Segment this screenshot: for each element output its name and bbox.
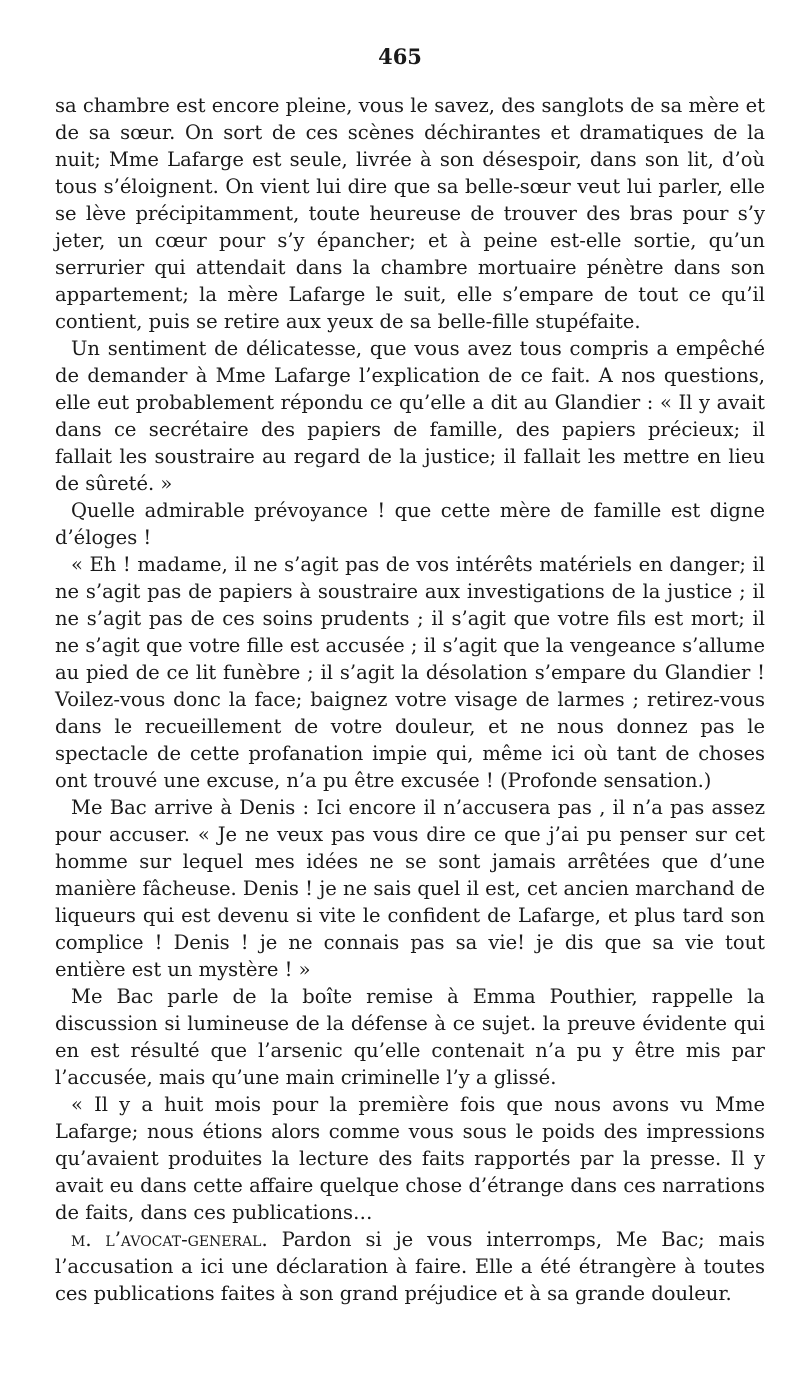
page-number: 465 bbox=[378, 44, 422, 69]
paragraph: « Il y a huit mois pour la première fois que nous avons vu Mme Lafarge; nous étions alors comme vous sous le poids des impressions qu’avaient produites la lecture des faits rapportés par la presse. Il y avait eu dans cette affaire quelque chose d’étrange dans ces narrations de faits, dans ces publications… bbox=[55, 1093, 765, 1224]
paragraph: Quelle admirable prévoyance ! que cette mère de famille est digne d’éloges ! bbox=[55, 499, 765, 549]
paragraph: sa chambre est encore pleine, vous le savez, des sanglots de sa mère et de sa sœur. On sort de ces scènes déchirantes et dramatiques de la nuit; Mme Lafarge est seule, livrée à son désespoir, dans son lit, d’où tous s’éloignent. On vient lui dire que sa belle-sœur veut lui parler, elle se lève précipitamment, toute heureuse de trouver des bras pour s’y jeter, un cœur pour s’y épancher; et à peine est-elle sortie, qu’un serrurier qui attendait dans la chambre mortuaire pénètre dans son appartement; la mère Lafarge le suit, elle s’empare de tout ce qu’il contient, puis se retire aux yeux de sa belle-fille stupéfaite. bbox=[55, 94, 765, 333]
body-text bbox=[55, 92, 765, 1307]
paragraph: « Eh ! madame, il ne s’agit pas de vos intérêts matériels en danger; il ne s’agit pas de papiers à soustraire aux investigations de la justice ; il ne s’agit pas de ces soins prudents ; il s’agit que votre fils est mort; il ne s’agit que votre fille est accusée ; il s’agit que la vengeance s’allume au pied de ce lit funèbre ; il s’agit la désolation s’empare du Glandier ! Voilez-vous donc la face; baignez votre visage de larmes ; retirez-vous dans le recueillement de votre douleur, et ne nous donnez pas le spectacle de cette profanation impie qui, même ici où tant de choses ont trouvé une excuse, n’a pu être excusée ! (Profonde sensation.) bbox=[55, 553, 765, 792]
speaker-name: m. l’avocat-general. bbox=[71, 1228, 268, 1251]
paragraph: Un sentiment de délicatesse, que vous avez tous compris a empêché de demander à Mme Lafarge l’explication de ce fait. A nos questions, elle eut probablement répondu ce qu’elle a dit au Glandier : « Il y avait dans ce secrétaire des papiers de famille, des papiers précieux; il fallait les soustraire au regard de la justice; il fallait les mettre en lieu de sûreté. » bbox=[55, 337, 765, 495]
paragraph: Me Bac arrive à Denis : Ici encore il n’accusera pas , il n’a pas assez pour accuser. « Je ne veux pas vous dire ce que j’ai pu penser sur cet homme sur lequel mes idées ne se sont jamais arrêtées que d’une manière fâcheuse. Denis ! je ne sais quel il est, cet ancien marchand de liqueurs qui est devenu si vite le confident de Lafarge, et plus tard son complice ! Denis ! je ne connais pas sa vie! je dis que sa vie tout entière est un mystère ! » bbox=[55, 796, 765, 981]
paragraph: Me Bac parle de la boîte remise à Emma Pouthier, rappelle la discussion si lumineuse de la défense à ce sujet. la preuve évidente qui en est résulté que l’arsenic qu’elle contenait n’a pu y être mis par l’accusée, mais qu’une main criminelle l’y a glissé. bbox=[55, 985, 765, 1089]
speech-paragraph bbox=[55, 1226, 765, 1307]
speech-text: Pardon si je vous interromps, Me Bac; mais l’accusation a ici une déclaration à faire. Elle a été étrangère à toutes ces publications faites à son grand préjudice et à sa grande douleur. bbox=[55, 1228, 766, 1305]
